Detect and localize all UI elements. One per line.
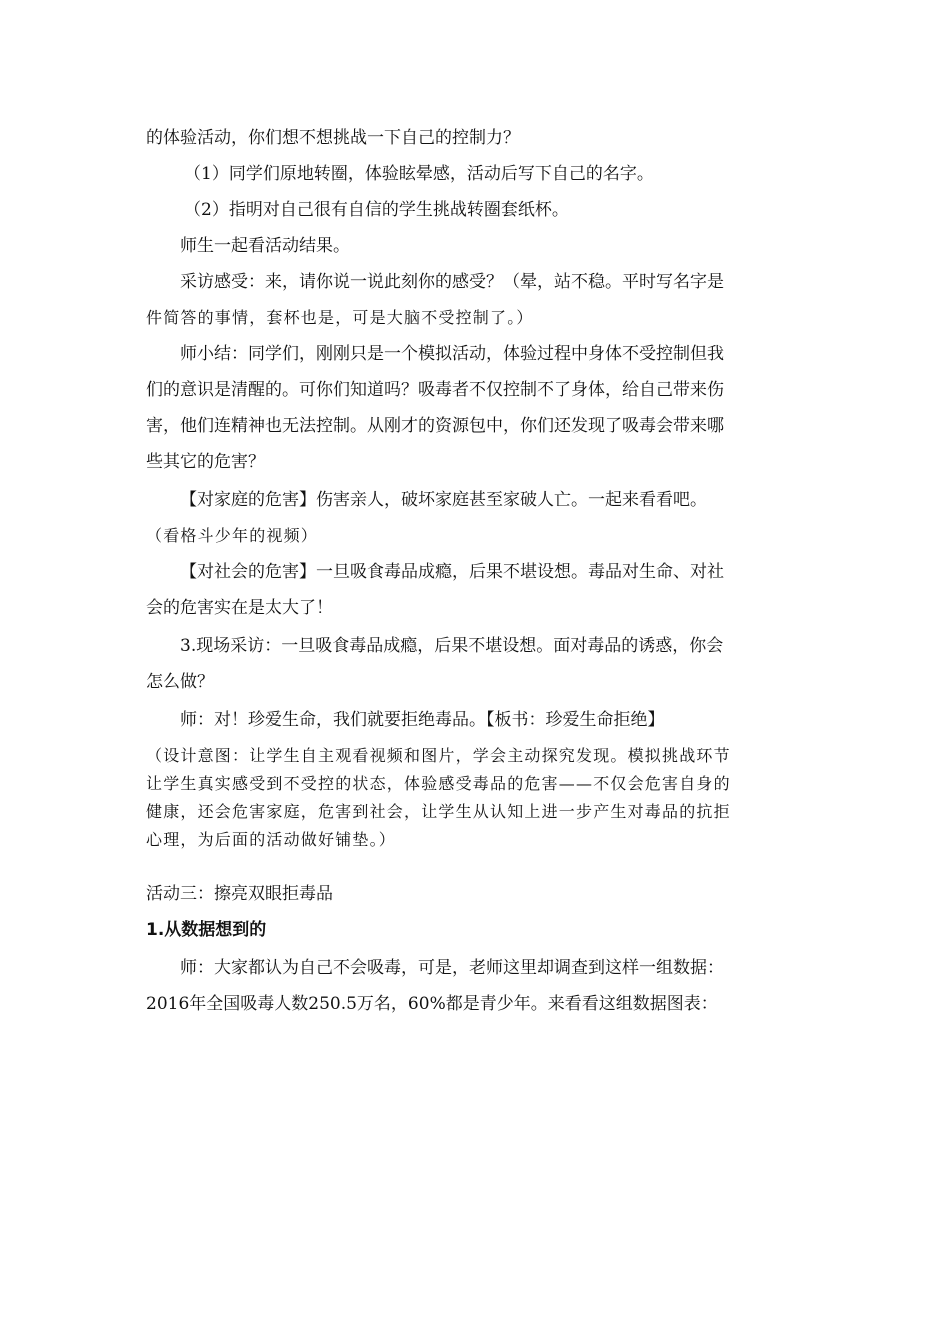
activity-heading: 活动三：擦亮双眼拒毒品 — [146, 884, 333, 904]
design-intent-line: 让学生真实感受到不受控的状态，体验感受毒品的危害——不仅会危害自身的 — [146, 774, 731, 793]
interview-question-line: 3.现场采访：一旦吸食毒品成瘾，后果不堪设想。面对毒品的诱惑，你会 — [180, 636, 724, 656]
data-statement-line: 2016年全国吸毒人数250.5万名，60%都是青少年。来看看这组数据图表： — [146, 994, 718, 1014]
paragraph-line: 怎么做？ — [146, 672, 214, 692]
interview-line: 采访感受：来，请你说一说此刻你的感受？（晕，站不稳。平时写名字是 — [180, 272, 724, 292]
teacher-summary-line: 师小结：同学们，刚刚只是一个模拟活动，体验过程中身体不受控制但我 — [180, 344, 724, 364]
interview-answer-line: 件简答的事情，套杯也是，可是大脑不受控制了。） — [146, 308, 534, 327]
paragraph-line: 们的意识是清醒的。可你们知道吗？吸毒者不仅控制不了身体，给自己带来伤 — [146, 380, 724, 400]
paragraph-line: 师生一起看活动结果。 — [180, 236, 350, 256]
teacher-line: 师：大家都认为自己不会吸毒，可是，老师这里却调查到这样一组数据： — [180, 958, 724, 978]
design-intent-line: （设计意图：让学生自主观看视频和图片，学会主动探究发现。模拟挑战环节 — [146, 746, 731, 765]
subsection-heading: 1.从数据想到的 — [146, 920, 267, 940]
video-note-line: （看格斗少年的视频） — [146, 526, 319, 545]
blackboard-line: 师：对！珍爱生命，我们就要拒绝毒品。【板书：珍爱生命拒绝】 — [180, 710, 665, 730]
step-1-line: （1）同学们原地转圈，体验眩晕感，活动后写下自己的名字。 — [184, 164, 654, 184]
step-2-line: （2）指明对自己很有自信的学生挑战转圈套纸杯。 — [184, 200, 569, 220]
society-harm-line: 【对社会的危害】一旦吸食毒品成瘾，后果不堪设想。毒品对生命、对社 — [180, 562, 724, 582]
paragraph-line: 会的危害实在是太大了！ — [146, 598, 333, 618]
paragraph-line: 的体验活动，你们想不想挑战一下自己的控制力？ — [146, 128, 520, 148]
design-intent-line: 健康，还会危害家庭，危害到社会，让学生从认知上进一步产生对毒品的抗拒 — [146, 802, 731, 821]
design-intent-line: 心理，为后面的活动做好铺垫。） — [146, 830, 397, 849]
family-harm-line: 【对家庭的危害】伤害亲人，破坏家庭甚至家破人亡。一起来看看吧。 — [180, 490, 707, 510]
paragraph-line: 害，他们连精神也无法控制。从刚才的资源包中，你们还发现了吸毒会带来哪 — [146, 416, 724, 436]
paragraph-line: 些其它的危害？ — [146, 452, 265, 472]
